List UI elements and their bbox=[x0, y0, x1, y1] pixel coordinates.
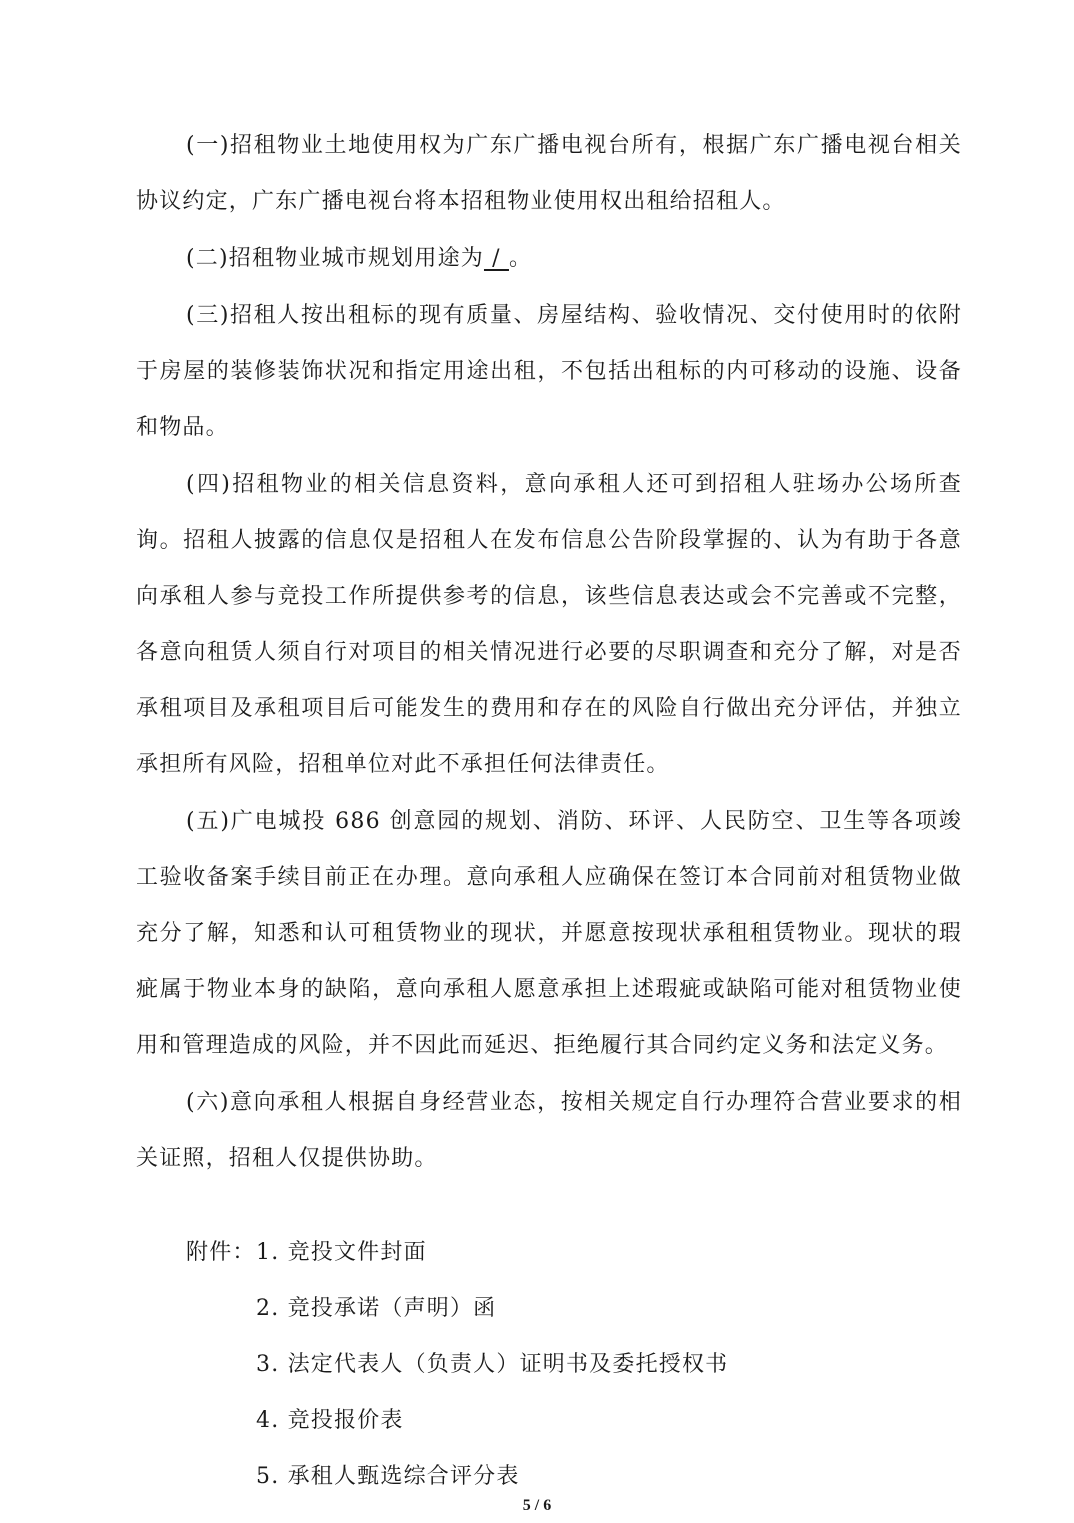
paragraph-land-use-rights: (一)招租物业土地使用权为广东广播电视台所有，根据广东广播电视台相关协议约定，广东广播电视台将本招租物业使用权出租给招租人。 bbox=[136, 133, 962, 214]
page-number: 5 / 6 bbox=[522, 1497, 552, 1514]
planning-use-value: / bbox=[483, 246, 509, 271]
attachment-item-text: 3. 法定代表人（负责人）证明书及委托授权书 bbox=[256, 1352, 729, 1377]
paragraph-planning-use bbox=[136, 231, 962, 287]
paragraph-acceptance-procedures: (五)广电城投 686 创意园的规划、消防、环评、人民防空、卫生等各项竣工验收备案手续目前正在办理。意向承租人应确保在签订本合同前对租赁物业做充分了解，知悉和认可租赁物业的现状，并愿意按现状承租租赁物业。现状的瑕疵属于物业本身的缺陷，意向承租人愿意承担上述瑕疵或缺陷可能对租赁物业使用和管理造成的风险，并不因此而延迟、拒绝履行其合同约定义务和法定义务。 bbox=[136, 809, 962, 1058]
document-body bbox=[136, 118, 962, 1505]
attachment-item-text: 1. 竞投文件封面 bbox=[256, 1240, 427, 1265]
attachment-item bbox=[136, 1281, 962, 1337]
paragraph-rental-condition: (三)招租人按出租标的现有质量、房屋结构、验收情况、交付使用时的依附于房屋的装修装饰状况和指定用途出租，不包括出租标的内可移动的设施、设备和物品。 bbox=[136, 303, 962, 440]
attachments-label: 附件： bbox=[186, 1240, 256, 1265]
attachment-item bbox=[136, 1393, 962, 1449]
attachments-list bbox=[136, 1225, 962, 1505]
attachment-item-text: 5. 承租人甄选综合评分表 bbox=[256, 1464, 520, 1489]
planning-use-suffix: 。 bbox=[508, 246, 533, 271]
paragraph-business-licenses: (六)意向承租人根据自身经营业态，按相关规定自行办理符合营业要求的相关证照，招租人仅提供协助。 bbox=[136, 1090, 962, 1171]
paragraph-information-disclosure: (四)招租物业的相关信息资料，意向承租人还可到招租人驻场办公场所查询。招租人披露的信息仅是招租人在发布信息公告阶段掌握的、认为有助于各意向承租人参与竞投工作所提供参考的信息，该些信息表达或会不完善或不完整，各意向租赁人须自行对项目的相关情况进行必要的尽职调查和充分了解，对是否承租项目及承租项目后可能发生的费用和存在的风险自行做出充分评估，并独立承担所有风险，招租单位对此不承担任何法律责任。 bbox=[136, 472, 962, 777]
planning-use-prefix: (二)招租物业城市规划用途为 bbox=[186, 246, 484, 271]
attachment-item-text: 2. 竞投承诺（声明）函 bbox=[256, 1296, 497, 1321]
attachment-item-text: 4. 竞投报价表 bbox=[256, 1408, 404, 1433]
attachment-item bbox=[136, 1337, 962, 1393]
attachment-item bbox=[136, 1225, 962, 1281]
